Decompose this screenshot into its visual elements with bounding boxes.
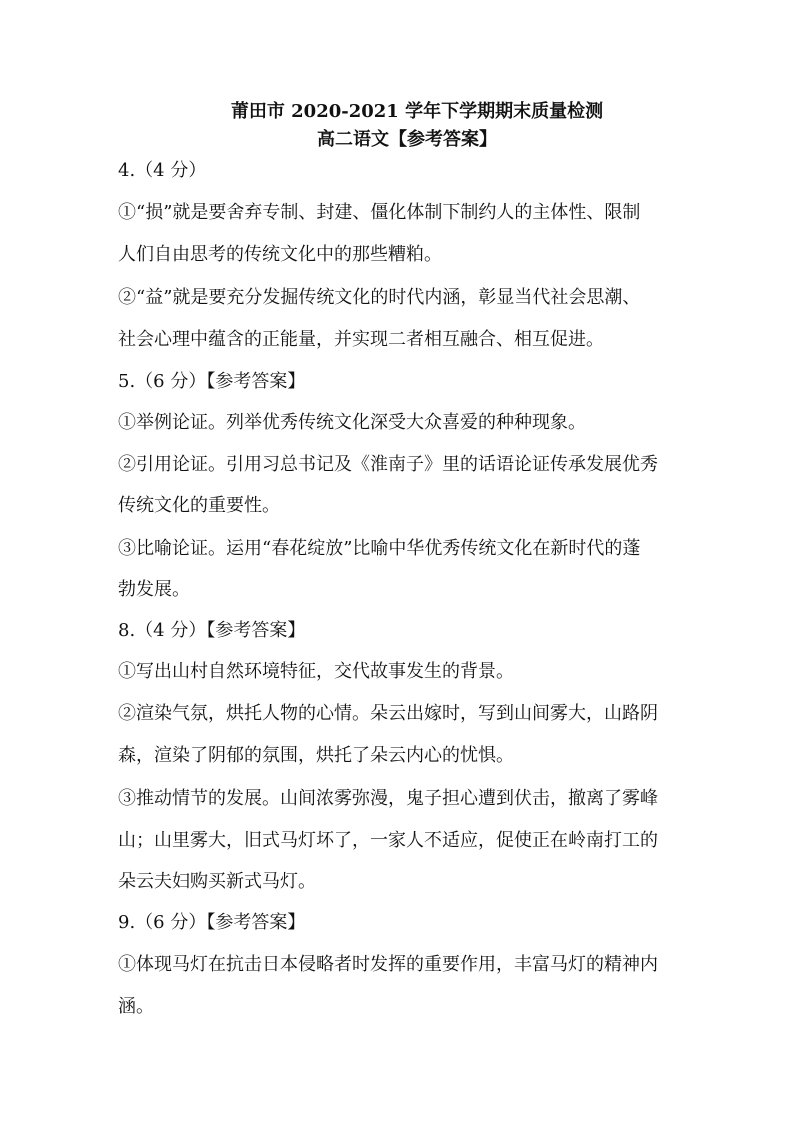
question-8-header: 8.（4 分）【参考答案】 (118, 620, 306, 641)
question-9-header: 9.（6 分）【参考答案】 (118, 912, 306, 933)
answer-text-line: ②渲染气氛，烘托人物的心情。朵云出嫁时，写到山间雾大，山路阴 (118, 703, 658, 724)
answer-text-line: ①“损”就是要舍弃专制、封建、僵化体制下制约人的主体性、限制 (118, 202, 641, 223)
answer-text-line: ①体现马灯在抗击日本侵略者时发挥的重要作用，丰富马灯的精神内 (118, 954, 658, 975)
answer-text-line: ①写出山村自然环境特征，交代故事发生的背景。 (118, 661, 514, 682)
answer-text-line: 森，渲染了阴郁的氛围，烘托了朵云内心的忧惧。 (118, 745, 514, 766)
document-title: 莆田市 2020-2021 学年下学期期末质量检测 (230, 101, 604, 122)
answer-text-line: 勃发展。 (118, 579, 190, 600)
question-5-header: 5.（6 分）【参考答案】 (118, 371, 306, 392)
question-4-header: 4.（4 分） (118, 160, 207, 181)
answer-text-line: ③比喻论证。运用“春花绽放”比喻中华优秀传统文化在新时代的蓬 (118, 538, 641, 559)
answer-text-line: 人们自由思考的传统文化中的那些糟粕。 (118, 244, 442, 265)
answer-text-line: 朵云夫妇购买新式马灯。 (118, 871, 316, 892)
answer-text-line: ②引用论证。引用习总书记及《淮南子》里的话语论证传承发展优秀 (118, 454, 658, 475)
answer-text-line: ②“益”就是要充分发掘传统文化的时代内涵，彰显当代社会思潮、 (118, 287, 641, 308)
answer-text-line: 传统文化的重要性。 (118, 495, 280, 516)
answer-text-line: 山；山里雾大，旧式马灯坏了，一家人不适应，促使正在岭南打工的 (118, 830, 658, 851)
answer-text-line: 涵。 (118, 996, 154, 1017)
answer-text-line: ①举例论证。列举优秀传统文化深受大众喜爱的种种现象。 (118, 412, 586, 433)
answer-text-line: ③推动情节的发展。山间浓雾弥漫，鬼子担心遭到伏击，撤离了雾峰 (118, 788, 658, 809)
document-subtitle: 高二语文【参考答案】 (317, 129, 497, 150)
answer-text-line: 社会心理中蕴含的正能量，并实现二者相互融合、相互促进。 (118, 329, 604, 350)
